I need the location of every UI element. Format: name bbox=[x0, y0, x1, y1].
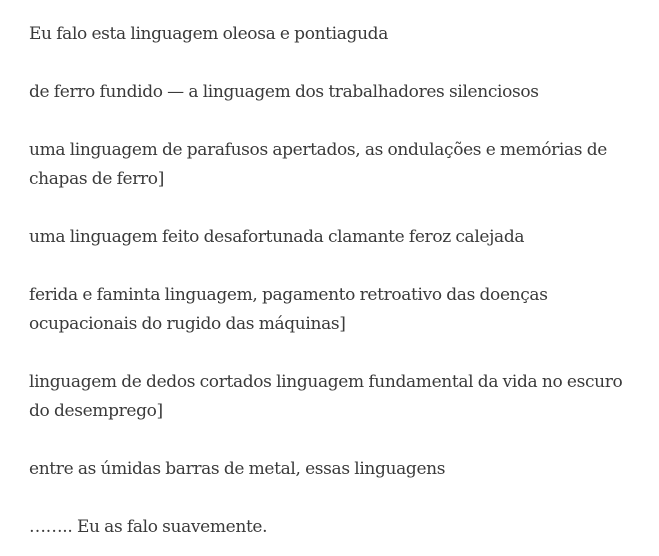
poem-line-2: de ferro fundido — a linguagem dos trabalhadores silenciosos bbox=[29, 82, 539, 102]
poem-line-4: uma linguagem feito desafortunada clamante feroz calejada bbox=[29, 227, 525, 247]
poem-line-1: Eu falo esta linguagem oleosa e pontiaguda bbox=[29, 24, 388, 44]
poem-line-3: uma linguagem de parafusos apertados, as ondulações e memórias de chapas de ferro] bbox=[29, 140, 607, 189]
poem-text bbox=[29, 20, 641, 542]
poem-line-7: entre as úmidas barras de metal, essas linguagens bbox=[29, 459, 446, 479]
poem-line-6: linguagem de dedos cortados linguagem fundamental da vida no escuro do desemprego] bbox=[29, 372, 623, 421]
poem-line-5: ferida e faminta linguagem, pagamento retroativo das doenças ocupacionais do rugido das máquinas] bbox=[29, 285, 548, 334]
poem-line-8: …….. Eu as falo suavemente. bbox=[29, 517, 268, 537]
